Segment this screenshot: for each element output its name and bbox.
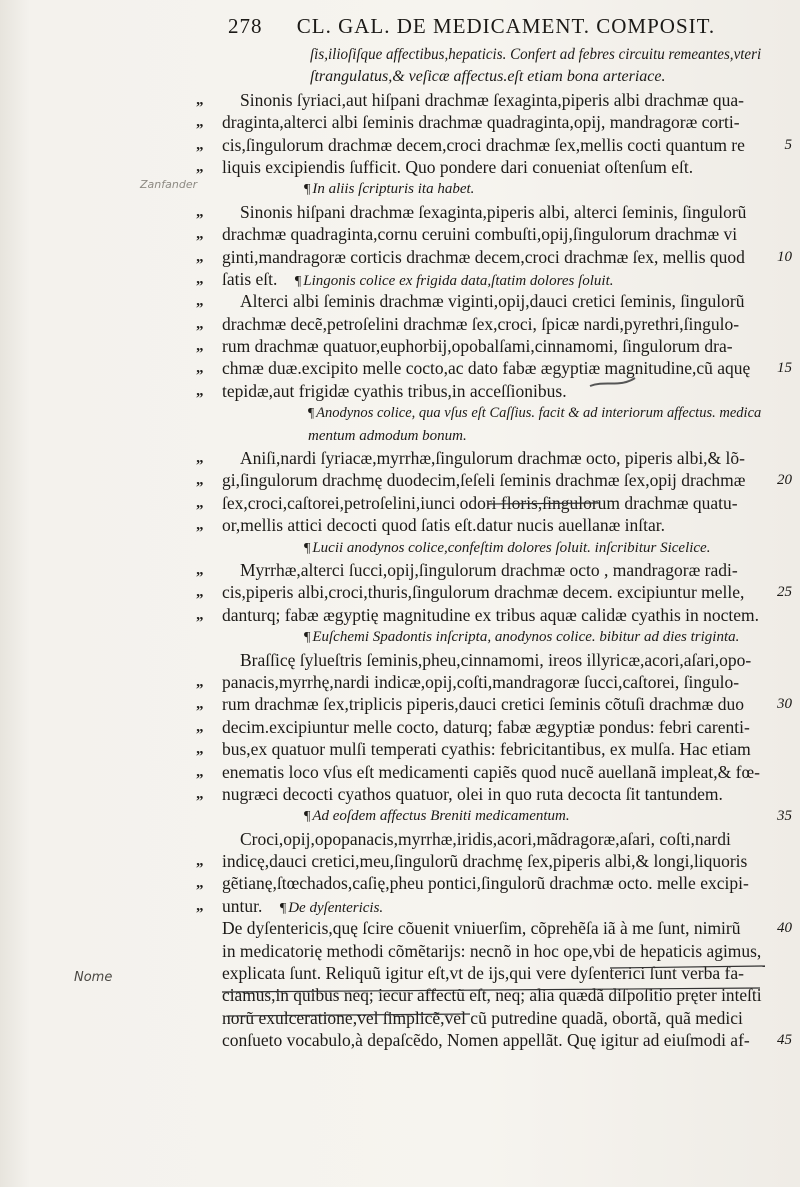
- line-content: bus,ex quatuor mulſi temperati cyathis: febricitantibus, ex mulſa. Hac etiam: [222, 739, 751, 760]
- quote-mark: „: [196, 226, 204, 243]
- line-text: [222, 604, 759, 626]
- text-line: [196, 738, 766, 760]
- line-text: [222, 1007, 743, 1029]
- line-text: [240, 828, 731, 850]
- text-line: [196, 828, 766, 850]
- line-content: danturq; fabæ ægyptię magnitudine ex tribus aquæ calidæ cyathis in noctem.: [222, 604, 760, 625]
- line-text: [222, 872, 749, 894]
- marginal-note-upper: Zanfander: [140, 178, 198, 191]
- line-content: decim.excipiuntur melle cocto, daturq; fabæ ægyptiæ pondus: febri carenti-: [222, 716, 750, 737]
- text-line: [196, 469, 792, 491]
- quote-mark: „: [196, 494, 204, 511]
- text-line: [196, 178, 766, 200]
- line-text: [222, 761, 760, 783]
- line-text: [240, 201, 746, 223]
- text-line: [196, 402, 766, 424]
- line-text: [308, 425, 467, 447]
- text-line: [196, 156, 766, 178]
- text-line: [196, 223, 766, 245]
- pilcrow-icon: ¶: [304, 630, 311, 646]
- line-number: 25: [777, 584, 792, 601]
- quote-mark: „: [196, 853, 204, 870]
- line-content: conſueto vocabulo,à depaſcẽdo, Nomen appellãt. Quę igitur ad eiuſmodi af-: [222, 1030, 750, 1051]
- line-text: [240, 447, 745, 469]
- rubric-heading: [304, 626, 739, 649]
- text-line: [196, 895, 766, 917]
- line-number: 20: [777, 472, 792, 489]
- line-text: [222, 940, 761, 962]
- text-line: [196, 134, 792, 156]
- line-text: [222, 335, 733, 357]
- line-content: drachmæ quadraginta,cornu ceruini combuſti,opij,ſingulorum drachmæ vi: [222, 224, 738, 245]
- quote-mark: „: [196, 875, 204, 892]
- line-content: gẽtianę,ſtœchados,caſię,pheu pontici,ſingulorũ drachmæ octo. melle excipi-: [222, 873, 749, 894]
- line-content: panacis,myrrhę,nardi indicæ,opij,coſti,mandragoræ ſucci,caſtorei, ſingulo-: [222, 671, 740, 692]
- line-content: rum drachmæ quatuor,euphorbij,opobalſami,cinnamomi, ſingulorum dra-: [222, 336, 733, 357]
- pilcrow-icon: ¶: [279, 900, 287, 916]
- text-line: [196, 537, 766, 559]
- line-content: rum drachmæ ſex,triplicis piperis,dauci cretici ſeminis cõtuſi drachmæ duo: [222, 694, 744, 715]
- line-text: [222, 514, 665, 536]
- line-text: [222, 850, 747, 872]
- line-content: tepidæ,aut frigidæ cyathis tribus,in acceſſionibus.: [222, 380, 567, 401]
- line-content: Lucii anodynos colice,confeſtim dolores ſoluit. inſcribitur Sicelice.: [312, 539, 711, 556]
- line-text: [240, 559, 738, 581]
- quote-mark: „: [196, 315, 204, 332]
- text-line: [196, 111, 766, 133]
- text-line: [196, 447, 766, 469]
- line-text: [222, 1029, 750, 1051]
- quote-mark: „: [196, 472, 204, 489]
- text-line: [196, 559, 766, 581]
- line-content: or,mellis attici decocti quod ſatis eſt.datur nucis auellanæ inſtar.: [222, 515, 666, 536]
- text-line: [196, 1029, 792, 1051]
- quote-mark: „: [196, 584, 204, 601]
- line-number: 40: [777, 920, 792, 937]
- text-line: [196, 581, 792, 603]
- line-number: 5: [784, 136, 792, 153]
- text-line: [196, 66, 766, 88]
- line-content: cis,ſingulorum drachmæ decem,croci drachmæ ſex,mellis cocti quantum re: [222, 134, 745, 155]
- line-content: Croci,opij,opopanacis,myrrhæ,iridis,acori,mãdragoræ,aſari, coſti,nardi: [240, 828, 731, 849]
- quote-mark: „: [196, 763, 204, 780]
- line-text: [222, 134, 745, 156]
- rubric-heading: [304, 537, 710, 560]
- page-header: [228, 14, 788, 39]
- line-text: [222, 716, 750, 738]
- text-line: [196, 693, 792, 715]
- line-content: Aniſi,nardi ſyriacæ,myrrhæ,ſingulorum drachmæ octo, piperis albi,& lõ-: [240, 448, 745, 469]
- text-line: [196, 514, 766, 536]
- text-line: [196, 492, 766, 514]
- quote-mark: „: [196, 338, 204, 355]
- pilcrow-icon: ¶: [308, 406, 315, 422]
- quote-mark: „: [196, 696, 204, 713]
- text-block: [196, 44, 792, 1052]
- line-content: enematis loco vſus eſt medicamenti capiẽs quod nucẽ auellanã impleat,& fœ-: [222, 761, 760, 782]
- line-content: draginta,alterci albi ſeminis drachmæ quadraginta,opij, mandragoræ corti-: [222, 112, 740, 133]
- text-line: [196, 380, 766, 402]
- rubric-heading: [304, 805, 570, 828]
- line-content: nugræci decocti cyathos quatuor, olei in quo ruta decocta ſit tantundem.: [222, 783, 723, 804]
- inline-rubric: Lingonis colice ex frigida data,ſtatim dolores ſoluit.: [303, 272, 614, 289]
- quote-mark: „: [196, 270, 204, 287]
- quote-mark: „: [196, 517, 204, 534]
- text-line: [196, 89, 766, 111]
- pilcrow-icon: ¶: [304, 809, 311, 825]
- inline-rubric: De dyſentericis.: [288, 899, 384, 916]
- line-text: [222, 984, 762, 1006]
- line-content: Sinonis ſyriaci,aut hiſpani drachmæ ſexaginta,piperis albi drachmæ qua-: [240, 89, 744, 110]
- line-text: [222, 783, 723, 805]
- quote-mark: „: [196, 450, 204, 467]
- line-content: ſtrangulatus,& veſicæ affectus.eſt etiam bona arteriace.: [310, 68, 666, 86]
- rubric-heading: [308, 402, 761, 425]
- text-line: [196, 44, 766, 66]
- line-content: drachmæ decẽ,petroſelini drachmæ ſex,croci, ſpicæ nardi,pyrethri,ſingulo-: [222, 313, 740, 334]
- line-content: cis,piperis albi,croci,thuris,ſingulorum drachmæ decem. excipiuntur melle,: [222, 582, 745, 603]
- quote-mark: „: [196, 785, 204, 802]
- line-content: in medicatorię methodi cõmẽtarijs: necnõ in hoc ope,vbi de hepaticis agimus,: [222, 940, 762, 961]
- quote-mark: „: [196, 293, 204, 310]
- quote-mark: „: [196, 606, 204, 623]
- line-text: [222, 962, 744, 984]
- text-line: [196, 268, 766, 290]
- text-line: [196, 604, 766, 626]
- line-content: Alterci albi ſeminis drachmæ viginti,opij,dauci cretici ſeminis, ſingulorũ: [240, 291, 745, 312]
- text-line: [196, 805, 792, 827]
- quote-mark: „: [196, 203, 204, 220]
- line-content: liquis excipiendis ſufficit. Quo pondere dari conueniat oſtenſum eſt.: [222, 156, 694, 177]
- marginal-note-lower: Nome: [74, 970, 113, 985]
- line-content: ſatis eſt.: [222, 268, 278, 289]
- line-content: chmæ duæ.excipito melle cocto,ac dato fabæ ægyptiæ magnitudine,cũ aquę: [222, 358, 751, 379]
- quote-mark: „: [196, 136, 204, 153]
- pilcrow-icon: ¶: [294, 273, 302, 289]
- line-text: [222, 156, 693, 178]
- line-content: explicata ſunt. Reliquũ igitur eſt,vt de ijs,qui vere dyſenterici ſunt verba fa-: [222, 963, 744, 984]
- line-text: [310, 66, 666, 88]
- text-line: [196, 716, 766, 738]
- line-number: 45: [777, 1032, 792, 1049]
- quote-mark: „: [196, 248, 204, 265]
- line-number: 35: [777, 808, 792, 825]
- text-line: [196, 984, 766, 1006]
- line-content: untur.: [222, 895, 263, 916]
- line-number: 10: [777, 248, 792, 265]
- quote-mark: „: [196, 561, 204, 578]
- line-content: Anodynos colice, qua vſus eſt Caſſius. facit & ad interiorum affectus. medica: [316, 405, 762, 422]
- quote-mark: „: [196, 114, 204, 131]
- text-line: [196, 917, 792, 939]
- line-text: [222, 581, 744, 603]
- text-line: [196, 335, 766, 357]
- text-line: [196, 761, 766, 783]
- line-content: De dyſentericis,quę ſcire cõuenit vniuerſim, cõprehẽſa iã à me ſunt, nimirũ: [222, 918, 741, 939]
- line-text: [222, 223, 737, 245]
- line-text: [222, 693, 744, 715]
- line-content: ginti,mandragoræ corticis drachmæ decem,croci drachmæ ſex, mellis quod: [222, 246, 745, 267]
- line-text: [310, 44, 761, 66]
- text-line: [196, 850, 766, 872]
- line-content: ſex,croci,caſtorei,petroſelini,iunci odori floris,ſingulorum drachmæ quatu-: [222, 492, 738, 513]
- quote-mark: „: [196, 360, 204, 377]
- line-text: [222, 313, 739, 335]
- text-line: [196, 313, 766, 335]
- line-content: Braſſicę ſylueſtris ſeminis,pheu,cinnamomi, ireos illyricæ,acori,aſari,opo-: [240, 649, 752, 670]
- rubric-heading: [304, 178, 474, 201]
- quote-mark: „: [196, 673, 204, 690]
- line-content: norũ exulceratione,vel ſimplicẽ,vel cũ putredine quadã, obortã, quã medici: [222, 1007, 743, 1028]
- line-text: [222, 469, 745, 491]
- text-line: [196, 425, 766, 447]
- running-title: CL. GAL. DE MEDICAMENT. COMPOSIT.: [296, 14, 716, 38]
- line-content: Myrrhæ,alterci ſucci,opij,ſingulorum drachmæ octo , mandragoræ radi-: [240, 559, 738, 580]
- line-content: In aliis ſcripturis ita habet.: [312, 181, 475, 198]
- line-text: [222, 492, 738, 514]
- text-line: [196, 290, 766, 312]
- line-text: [222, 111, 740, 133]
- quote-mark: „: [196, 382, 204, 399]
- line-text: [240, 89, 744, 111]
- pilcrow-icon: ¶: [304, 182, 311, 198]
- line-number: 15: [777, 360, 792, 377]
- text-line: [196, 626, 766, 648]
- line-content: Ad eoſdem affectus Breniti medicamentum.: [312, 808, 570, 825]
- line-text: [222, 738, 751, 760]
- line-text: [240, 649, 751, 671]
- page-number: 278: [228, 14, 263, 38]
- text-line: [196, 1007, 766, 1029]
- text-line: [196, 649, 766, 671]
- line-content: indicę,dauci cretici,meu,ſingulorũ drachmę ſex,piperis albi,& longi,liquoris: [222, 851, 748, 872]
- line-text: [222, 357, 750, 379]
- line-content: ciamus,in quibus neq; iecur affectũ eſt, neq; alia quædã diſpoſitio pręter inteſti: [222, 985, 762, 1006]
- text-line: [196, 940, 766, 962]
- quote-mark: „: [196, 158, 204, 175]
- line-content: ſis,ilioſiſque affectibus,hepaticis. Confert ad febres circuitu remeantes,vteri: [310, 46, 762, 63]
- text-line: [196, 357, 792, 379]
- line-text: [222, 246, 745, 268]
- line-text: [222, 380, 567, 402]
- line-text: [240, 290, 744, 312]
- text-line: [196, 671, 766, 693]
- line-text: [222, 671, 739, 693]
- quote-mark: „: [196, 718, 204, 735]
- text-line: [196, 201, 766, 223]
- text-line: [196, 872, 766, 894]
- quote-mark: „: [196, 741, 204, 758]
- line-text: [222, 917, 741, 939]
- line-number: 30: [777, 696, 792, 713]
- text-line: [196, 783, 766, 805]
- text-line: [196, 962, 766, 984]
- quote-mark: „: [196, 897, 204, 914]
- line-content: Euſchemi Spadontis inſcripta, anodynos colice. bibitur ad dies triginta.: [312, 629, 740, 646]
- text-line: [196, 246, 792, 268]
- line-content: mentum admodum bonum.: [308, 427, 467, 444]
- pilcrow-icon: ¶: [304, 540, 311, 556]
- quote-mark: „: [196, 91, 204, 108]
- line-content: gi,ſingulorum drachmę duodecim,ſeſeli ſeminis drachmæ ſex,opij drachmæ: [222, 470, 746, 491]
- line-content: Sinonis hiſpani drachmæ ſexaginta,piperis albi, alterci ſeminis, ſingulorũ: [240, 201, 747, 222]
